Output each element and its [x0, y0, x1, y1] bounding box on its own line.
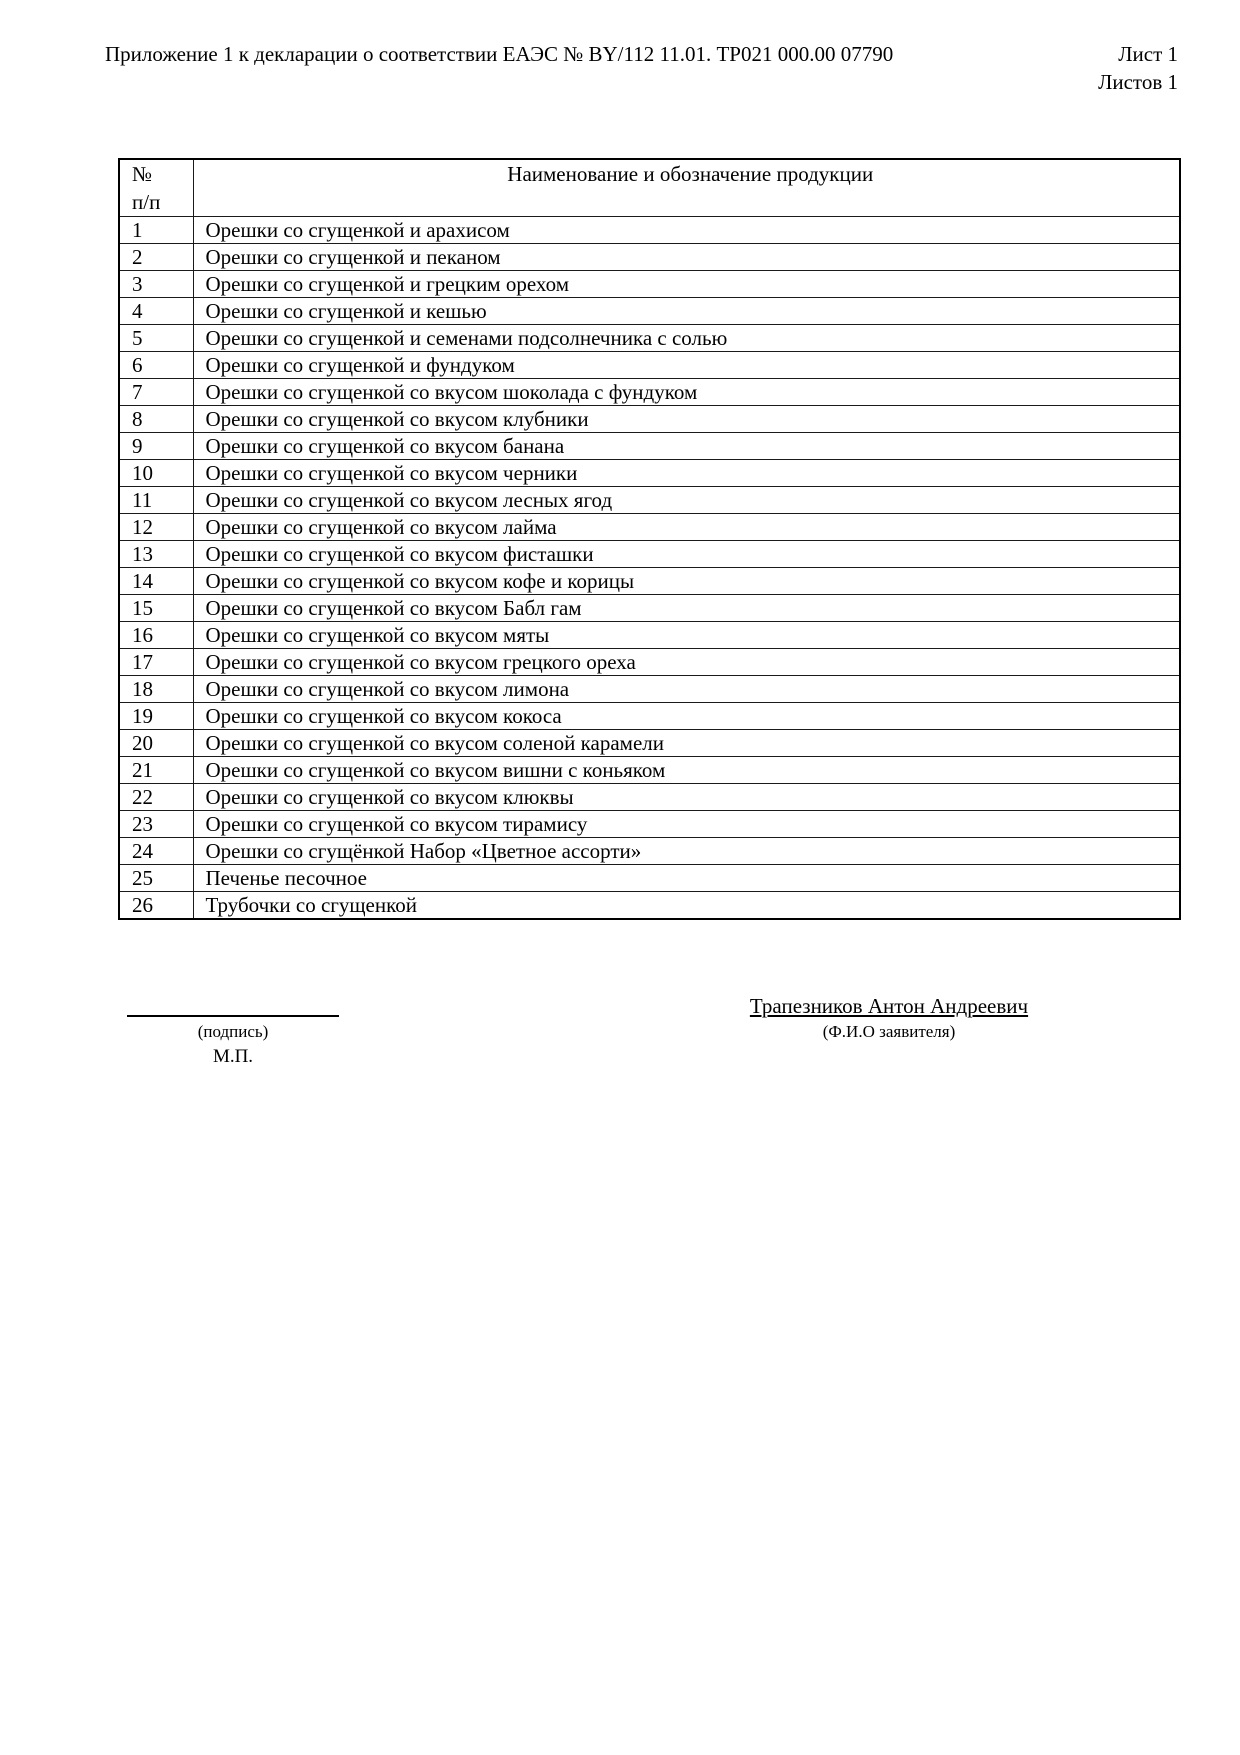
- table-row: [119, 514, 1180, 541]
- row-product-name: Орешки со сгущенкой со вкусом кофе и корицы: [193, 568, 1180, 595]
- row-product-name: Орешки со сгущенкой и фундуком: [193, 352, 1180, 379]
- header-line-1: [105, 40, 1178, 68]
- table-row: [119, 784, 1180, 811]
- stamp-label: М.П.: [212, 1046, 254, 1067]
- row-number: 14: [119, 568, 193, 595]
- table-row: [119, 622, 1180, 649]
- row-product-name: Орешки со сгущенкой со вкусом банана: [193, 433, 1180, 460]
- row-product-name: Орешки со сгущенкой со вкусом Бабл гам: [193, 595, 1180, 622]
- row-number: 21: [119, 757, 193, 784]
- row-number: 6: [119, 352, 193, 379]
- table-row: [119, 433, 1180, 460]
- sheets-total: Листов 1: [1098, 70, 1178, 94]
- row-number: 4: [119, 298, 193, 325]
- row-product-name: Орешки со сгущенкой со вкусом вишни с коньяком: [193, 757, 1180, 784]
- row-product-name: Печенье песочное: [193, 865, 1180, 892]
- applicant-block: [650, 993, 1128, 1044]
- column-header-number: [119, 159, 193, 217]
- table-row: [119, 298, 1180, 325]
- products-table: [118, 158, 1181, 920]
- row-product-name: Орешки со сгущенкой со вкусом мяты: [193, 622, 1180, 649]
- row-number: 22: [119, 784, 193, 811]
- signature-caption: (подпись): [197, 1022, 269, 1041]
- row-product-name: Трубочки со сгущенкой: [193, 892, 1180, 920]
- row-product-name: Орешки со сгущенкой со вкусом соленой карамели: [193, 730, 1180, 757]
- row-number: 15: [119, 595, 193, 622]
- signature-block: [127, 993, 339, 1070]
- row-number: 23: [119, 811, 193, 838]
- row-number: 18: [119, 676, 193, 703]
- table-row: [119, 460, 1180, 487]
- table-row: [119, 676, 1180, 703]
- row-product-name: Орешки со сгущенкой со вкусом черники: [193, 460, 1180, 487]
- column-header-number-line1: №: [132, 162, 153, 186]
- row-number: 5: [119, 325, 193, 352]
- row-number: 9: [119, 433, 193, 460]
- sheet-number: Лист 1: [1118, 42, 1178, 66]
- row-product-name: Орешки со сгущенкой и грецким орехом: [193, 271, 1180, 298]
- row-number: 7: [119, 379, 193, 406]
- column-header-product-name: Наименование и обозначение продукции: [193, 159, 1180, 217]
- table-row: [119, 271, 1180, 298]
- row-product-name: Орешки со сгущенкой со вкусом кокоса: [193, 703, 1180, 730]
- table-row: [119, 541, 1180, 568]
- table-row: [119, 352, 1180, 379]
- signature-line: [127, 993, 339, 1017]
- table-row: [119, 325, 1180, 352]
- table-row: [119, 406, 1180, 433]
- row-number: 8: [119, 406, 193, 433]
- table-row: [119, 244, 1180, 271]
- table-row: [119, 703, 1180, 730]
- row-number: 3: [119, 271, 193, 298]
- column-header-number-line2: п/п: [132, 190, 161, 214]
- row-number: 13: [119, 541, 193, 568]
- table-row: [119, 865, 1180, 892]
- table-row: [119, 649, 1180, 676]
- row-number: 1: [119, 217, 193, 244]
- row-number: 12: [119, 514, 193, 541]
- row-product-name: Орешки со сгущенкой и пеканом: [193, 244, 1180, 271]
- table-row: [119, 838, 1180, 865]
- document-header: [105, 40, 1178, 96]
- applicant-name: Трапезников Антон Андреевич: [749, 994, 1029, 1018]
- appendix-title: Приложение 1 к декларации о соответствии ЕАЭС № BY/112 11.01. ТР021 000.00 07790: [105, 42, 894, 66]
- row-number: 2: [119, 244, 193, 271]
- header-row: [119, 159, 1180, 217]
- row-number: 10: [119, 460, 193, 487]
- table-row: [119, 595, 1180, 622]
- row-product-name: Орешки со сгущенкой и арахисом: [193, 217, 1180, 244]
- table-row: [119, 811, 1180, 838]
- row-number: 11: [119, 487, 193, 514]
- row-product-name: Орешки со сгущенкой со вкусом лесных ягод: [193, 487, 1180, 514]
- row-number: 24: [119, 838, 193, 865]
- table-row: [119, 217, 1180, 244]
- row-product-name: Орешки со сгущенкой со вкусом лайма: [193, 514, 1180, 541]
- row-number: 19: [119, 703, 193, 730]
- row-number: 17: [119, 649, 193, 676]
- row-number: 25: [119, 865, 193, 892]
- applicant-caption: (Ф.И.О заявителя): [822, 1022, 956, 1041]
- table-row: [119, 568, 1180, 595]
- row-product-name: Орешки со сгущенкой со вкусом грецкого ореха: [193, 649, 1180, 676]
- table-row: [119, 379, 1180, 406]
- table-row: [119, 730, 1180, 757]
- row-product-name: Орешки со сгущенкой со вкусом шоколада с фундуком: [193, 379, 1180, 406]
- row-product-name: Орешки со сгущёнкой Набор «Цветное ассорти»: [193, 838, 1180, 865]
- row-product-name: Орешки со сгущенкой со вкусом лимона: [193, 676, 1180, 703]
- row-number: 20: [119, 730, 193, 757]
- row-number: 26: [119, 892, 193, 920]
- row-number: 16: [119, 622, 193, 649]
- row-product-name: Орешки со сгущенкой со вкусом клубники: [193, 406, 1180, 433]
- row-product-name: Орешки со сгущенкой и семенами подсолнечника с солью: [193, 325, 1180, 352]
- row-product-name: Орешки со сгущенкой со вкусом клюквы: [193, 784, 1180, 811]
- products-table-body: [119, 217, 1180, 920]
- table-row: [119, 487, 1180, 514]
- table-row: [119, 892, 1180, 920]
- table-row: [119, 757, 1180, 784]
- header-line-2: [105, 68, 1178, 96]
- row-product-name: Орешки со сгущенкой со вкусом тирамису: [193, 811, 1180, 838]
- row-product-name: Орешки со сгущенкой и кешью: [193, 298, 1180, 325]
- products-table-header: [119, 159, 1180, 217]
- row-product-name: Орешки со сгущенкой со вкусом фисташки: [193, 541, 1180, 568]
